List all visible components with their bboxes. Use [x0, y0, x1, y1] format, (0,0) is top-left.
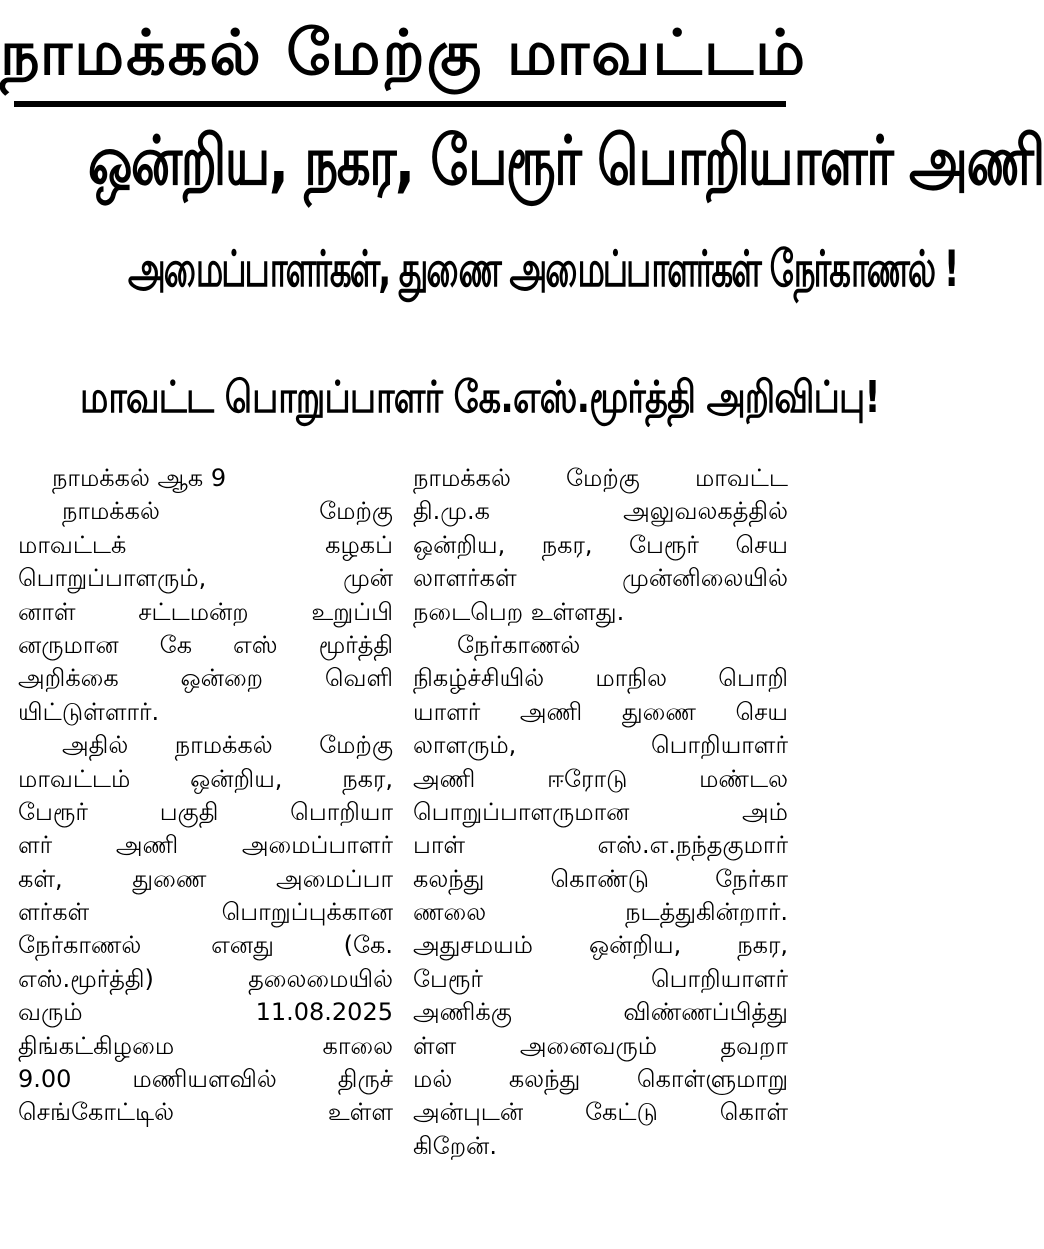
article-line: நிகழ்ச்சியில் மாநில பொறி	[413, 664, 788, 693]
article-line: அணிக்கு விண்ணப்பித்து	[413, 998, 788, 1027]
article-line: மாவட்டக் கழகப்	[18, 530, 393, 559]
article-line: செங்கோட்டில் உள்ள	[18, 1098, 393, 1127]
article-line: வரும் 11.08.2025	[18, 998, 393, 1027]
dateline: நாமக்கல் ஆக 9	[52, 464, 227, 492]
article-line: பேரூர் பகுதி பொறியா	[18, 797, 393, 826]
article-line: 9.00 மணியளவில் திருச்	[18, 1065, 393, 1094]
article-line: மாவட்டம் ஒன்றிய, நகர,	[18, 764, 393, 793]
article-line: ஒன்றிய, நகர, பேரூர் செய	[413, 530, 788, 559]
article-line: நேர்காணல்	[457, 630, 581, 659]
article-column-right	[413, 462, 788, 1163]
headline-announcement: மாவட்ட பொறுப்பாளர் கே.எஸ்.மூர்த்தி அறிவிப்பு!	[80, 372, 880, 423]
article-line: அணி ஈரோடு மண்டல	[413, 764, 788, 793]
article-line: லாளரும், பொறியாளர்	[413, 731, 788, 760]
headline-district: நாமக்கல் மேற்கு மாவட்டம்	[0, 16, 808, 89]
article-line: பொறுப்பாளரும், முன்	[18, 564, 393, 593]
article-line: கலந்து கொண்டு நேர்கா	[413, 864, 788, 893]
article-line: ணலை நடத்துகின்றார்.	[413, 898, 788, 927]
article-line: நடைபெற உள்ளது.	[413, 597, 625, 626]
article-line: பேரூர் பொறியாளர்	[413, 964, 788, 993]
article-line: யாளர் அணி துணை செய	[413, 697, 788, 726]
article-line: கள், துணை அமைப்பா	[18, 864, 393, 893]
article-line: திங்கட்கிழமை காலை	[18, 1031, 393, 1060]
headline-wing: ஒன்றிய, நகர, பேரூர் பொறியாளர் அணி	[88, 122, 1044, 201]
article-line: அன்புடன் கேட்டு கொள்	[413, 1098, 788, 1127]
article-line: பொறுப்பாளருமான அம்	[413, 797, 788, 826]
article-line: ள்ள அனைவரும் தவறா	[413, 1031, 788, 1060]
article-line: அதில் நாமக்கல் மேற்கு	[62, 731, 393, 760]
article-line: னாள் சட்டமன்ற உறுப்பி	[18, 597, 393, 626]
article-line: ளர்கள் பொறுப்புக்கான	[18, 898, 393, 927]
article-line: லாளர்கள் முன்னிலையில்	[413, 564, 788, 593]
rule-bottom	[14, 104, 786, 107]
article-line: யிட்டுள்ளார்.	[18, 697, 160, 726]
article-line: பாள் எஸ்.எ.நந்தகுமார்	[413, 831, 788, 860]
article-line: தி.மு.க அலுவலகத்தில்	[413, 497, 788, 526]
article-line: மல் கலந்து கொள்ளுமாறு	[413, 1065, 788, 1094]
headline-interview: அமைப்பாளர்கள், துணை அமைப்பாளர்கள் நேர்காணல் !	[128, 240, 958, 298]
article-line: ளர் அணி அமைப்பாளர்	[18, 831, 393, 860]
article-line: நாமக்கல் மேற்கு மாவட்ட	[413, 464, 788, 492]
article-column-left	[18, 462, 393, 1130]
article-line: நேர்காணல் எனது (கே.	[18, 931, 393, 960]
article-line: கிறேன்.	[413, 1131, 497, 1160]
article-line: எஸ்.மூர்த்தி) தலைமையில்	[18, 964, 393, 993]
article-line: னருமான கே எஸ் மூர்த்தி	[18, 630, 393, 659]
article-line: நாமக்கல் மேற்கு	[62, 497, 393, 526]
article-line: அதுசமயம் ஒன்றிய, நகர,	[413, 931, 788, 960]
article-line: அறிக்கை ஒன்றை வெளி	[18, 664, 393, 693]
